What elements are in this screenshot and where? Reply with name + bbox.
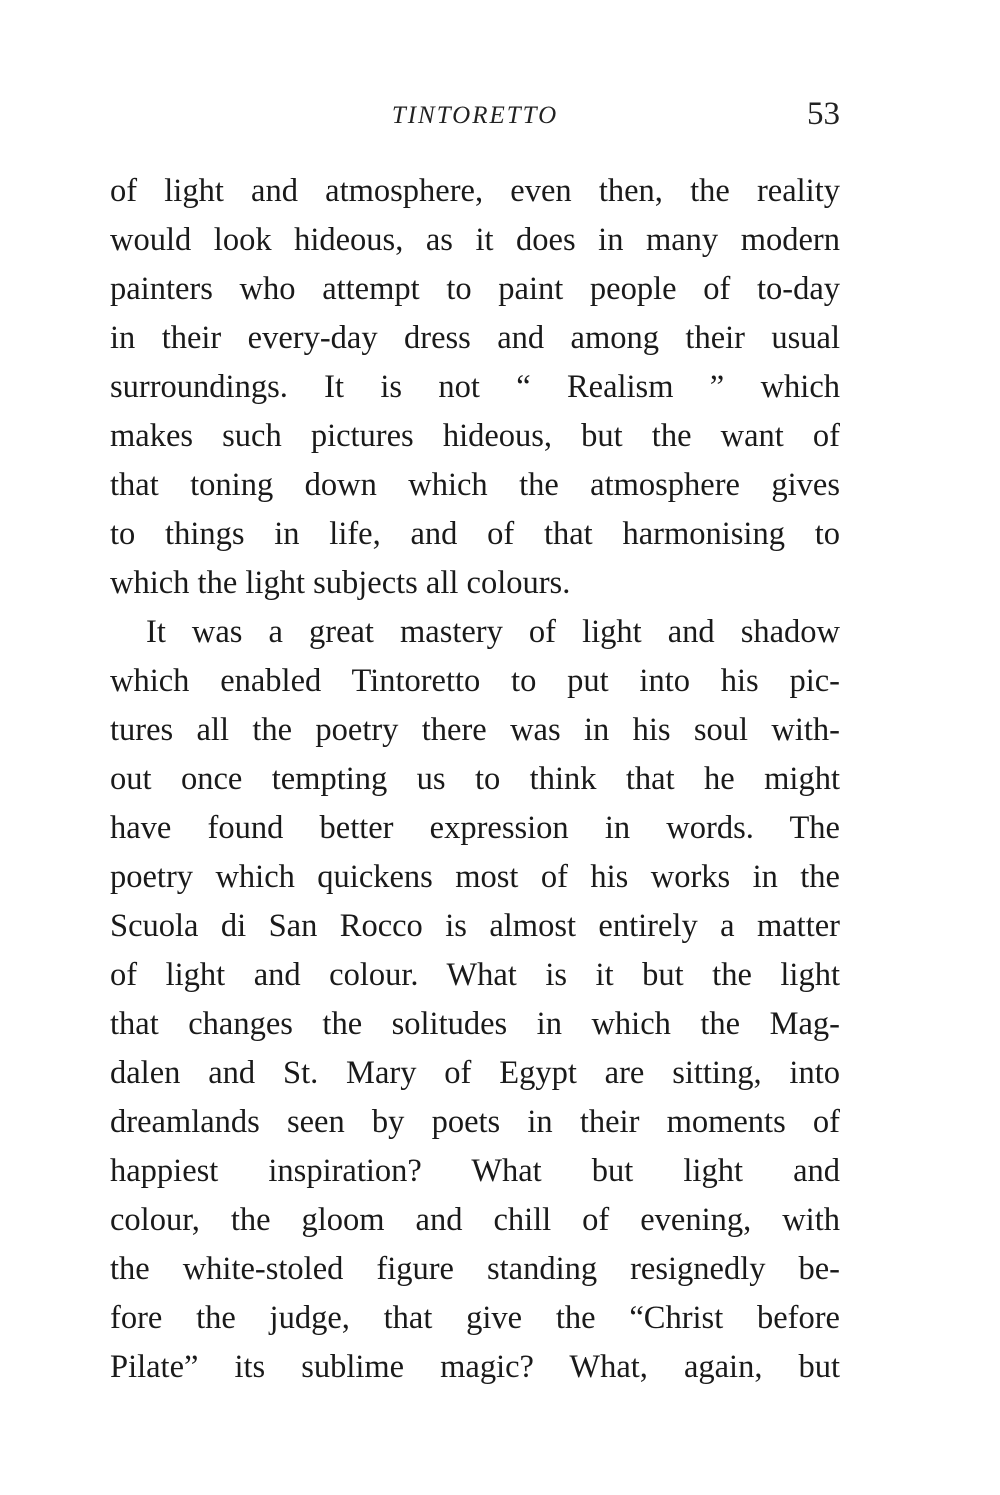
text-line: of light and colour. What is it but the light (110, 957, 840, 993)
text-line: dreamlands seen by poets in their moments of (110, 1104, 840, 1140)
body-text (110, 167, 840, 1392)
text-line: surroundings. It is not “ Realism ” which (110, 369, 840, 405)
text-line: Scuola di San Rocco is almost entirely a matter (110, 908, 840, 944)
paragraph-2 (110, 608, 840, 1392)
paragraph-1 (110, 167, 840, 608)
running-head (110, 96, 840, 146)
text-line: poetry which quickens most of his works in the (110, 859, 840, 895)
running-title: TINTORETTO (391, 102, 559, 129)
text-line: to things in life, and of that harmonising to (110, 516, 840, 552)
text-line: would look hideous, as it does in many modern (110, 222, 840, 258)
page-number: 53 (807, 96, 840, 132)
text-line: have found better expression in words. The (110, 810, 840, 846)
text-line: tures all the poetry there was in his soul with- (110, 712, 840, 748)
text-line: in their every-day dress and among their usual (110, 320, 840, 356)
text-line: makes such pictures hideous, but the want of (110, 418, 840, 454)
text-line: out once tempting us to think that he might (110, 761, 840, 797)
text-line: of light and atmosphere, even then, the reality (110, 173, 840, 209)
text-line: Pilate” its sublime magic? What, again, but (110, 1349, 840, 1385)
text-line: which enabled Tintoretto to put into his pic- (110, 663, 840, 699)
text-line: the white-stoled figure standing resignedly be- (110, 1251, 840, 1287)
text-line: painters who attempt to paint people of to-day (110, 271, 840, 307)
text-line: dalen and St. Mary of Egypt are sitting, into (110, 1055, 840, 1091)
text-line: happiest inspiration? What but light and (110, 1153, 840, 1189)
text-line: colour, the gloom and chill of evening, with (110, 1202, 840, 1238)
text-line: that changes the solitudes in which the Mag- (110, 1006, 840, 1042)
text-line: fore the judge, that give the “Christ before (110, 1300, 840, 1336)
text-line: which the light subjects all colours. (110, 565, 571, 601)
text-line: that toning down which the atmosphere gives (110, 467, 840, 503)
text-line: It was a great mastery of light and shadow (146, 614, 840, 650)
